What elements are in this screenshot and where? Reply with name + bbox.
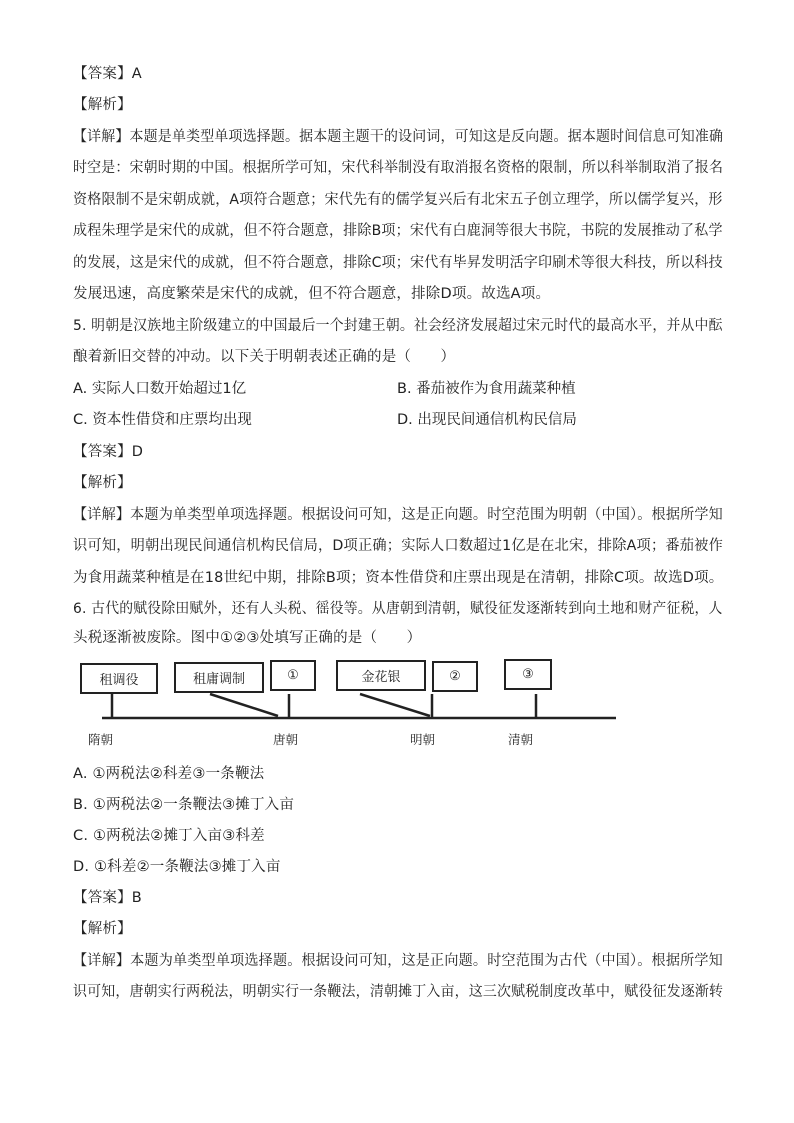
explanation-4-line-4: 成程朱理学是宋代的成就，但不符合题意，排除B项；宋代有白鹿洞等很大书院，书院的发展推动了私学 — [73, 223, 723, 239]
explanation-4-line-5: 的发展，这是宋代的成就，但不符合题意，排除C项；宋代有毕昇发明活字印刷术等很大科技，所以科技 — [73, 255, 723, 271]
timeline-box-zuyongdiao: 租庸调制 — [174, 662, 264, 693]
explanation-4-line-2: 时空是：宋朝时期的中国。根据所学可知，宋代科举制没有取消报名资格的限制，所以科举制取消了报名 — [73, 160, 724, 176]
explanation-4-line-6: 发展迅速，高度繁荣是宋代的成就，但不符合题意，排除D项。故选A项。 — [73, 286, 551, 302]
question-6-option-c: C. ①两税法②摊丁入亩③科差 — [73, 828, 265, 844]
timeline-box-jinhuayin: 金花银 — [336, 660, 426, 691]
question-6-line-1: 6. 古代的赋役除田赋外，还有人头税、徭役等。从唐朝到清朝，赋役征发逐渐转到向土地和财产征税，人 — [73, 601, 723, 617]
explanation-6-line-1: 【详解】本题为单类型单项选择题。根据设问可知，这是正向题。时空范围为古代（中国）。根据所学知 — [73, 953, 723, 969]
analysis-label-6: 【解析】 — [73, 921, 132, 937]
explanation-4-line-3: 资格限制不是宋朝成就，A项符合题意；宋代先有的儒学复兴后有北宋五子创立理学，所以儒学复兴，形 — [73, 192, 723, 208]
timeline-era-ming: 明朝 — [410, 732, 436, 747]
timeline-slant-ming — [360, 694, 430, 716]
question-5-option-d: D. 出现民间通信机构民信局 — [397, 412, 577, 428]
question-5-line-1: 5. 明朝是汉族地主阶级建立的中国最后一个封建王朝。社会经济发展超过宋元时代的最高水平，并从中酝 — [73, 318, 723, 334]
question-6-option-a: A. ①两税法②科差③一条鞭法 — [73, 766, 265, 782]
question-5-option-c: C. 资本性借贷和庄票均出现 — [73, 412, 252, 428]
explanation-5-line-2: 识可知，明朝出现民间通信机构民信局，D项正确；实际人口数超过1亿是在北宋，排除A项；番茄被作 — [73, 538, 724, 554]
timeline-slant-tang — [210, 694, 278, 716]
timeline-box-blank-1: ① — [270, 660, 316, 691]
question-5-option-b: B. 番茄被作为食用蔬菜种植 — [397, 381, 576, 397]
timeline-era-tang: 唐朝 — [273, 732, 299, 747]
question-5-option-a: A. 实际人口数开始超过1亿 — [73, 381, 247, 397]
answer-label-4: 【答案】A — [73, 66, 142, 82]
question-6-option-b: B. ①两税法②一条鞭法③摊丁入亩 — [73, 797, 295, 813]
timeline-box-blank-3: ③ — [504, 659, 552, 690]
explanation-6-line-2: 识可知，唐朝实行两税法，明朝实行一条鞭法，清朝摊丁入亩，这三次赋税制度改革中，赋役征发逐渐转 — [73, 984, 724, 1000]
answer-label-6: 【答案】B — [73, 890, 142, 906]
timeline-box-blank-2: ② — [432, 661, 478, 692]
analysis-label-4: 【解析】 — [73, 97, 132, 113]
explanation-5-line-1: 【详解】本题为单类型单项选择题。根据设问可知，这是正向题。时空范围为明朝（中国）。根据所学知 — [73, 507, 723, 523]
answer-label-5: 【答案】D — [73, 444, 144, 460]
timeline-era-qing: 清朝 — [508, 732, 534, 747]
explanation-5-line-3: 为食用蔬菜种植是在18世纪中期，排除B项；资本性借贷和庄票出现是在清朝，排除C项。故选D项。 — [73, 570, 724, 586]
question-5-line-2: 酿着新旧交替的冲动。以下关于明朝表述正确的是（ ） — [73, 349, 456, 365]
explanation-4-line-1: 【详解】本题是单类型单项选择题。据本题主题干的设问词，可知这是反向题。据本题时间信息可知准确 — [73, 129, 724, 145]
question-6-line-2: 头税逐渐被废除。图中①②③处填写正确的是（ ） — [73, 630, 422, 646]
question-6-option-d: D. ①科差②一条鞭法③摊丁入亩 — [73, 859, 281, 875]
tax-reform-timeline-figure — [70, 652, 630, 752]
timeline-era-sui: 隋朝 — [88, 732, 114, 747]
timeline-box-zudiaoyi: 租调役 — [80, 663, 158, 694]
analysis-label-5: 【解析】 — [73, 475, 132, 491]
